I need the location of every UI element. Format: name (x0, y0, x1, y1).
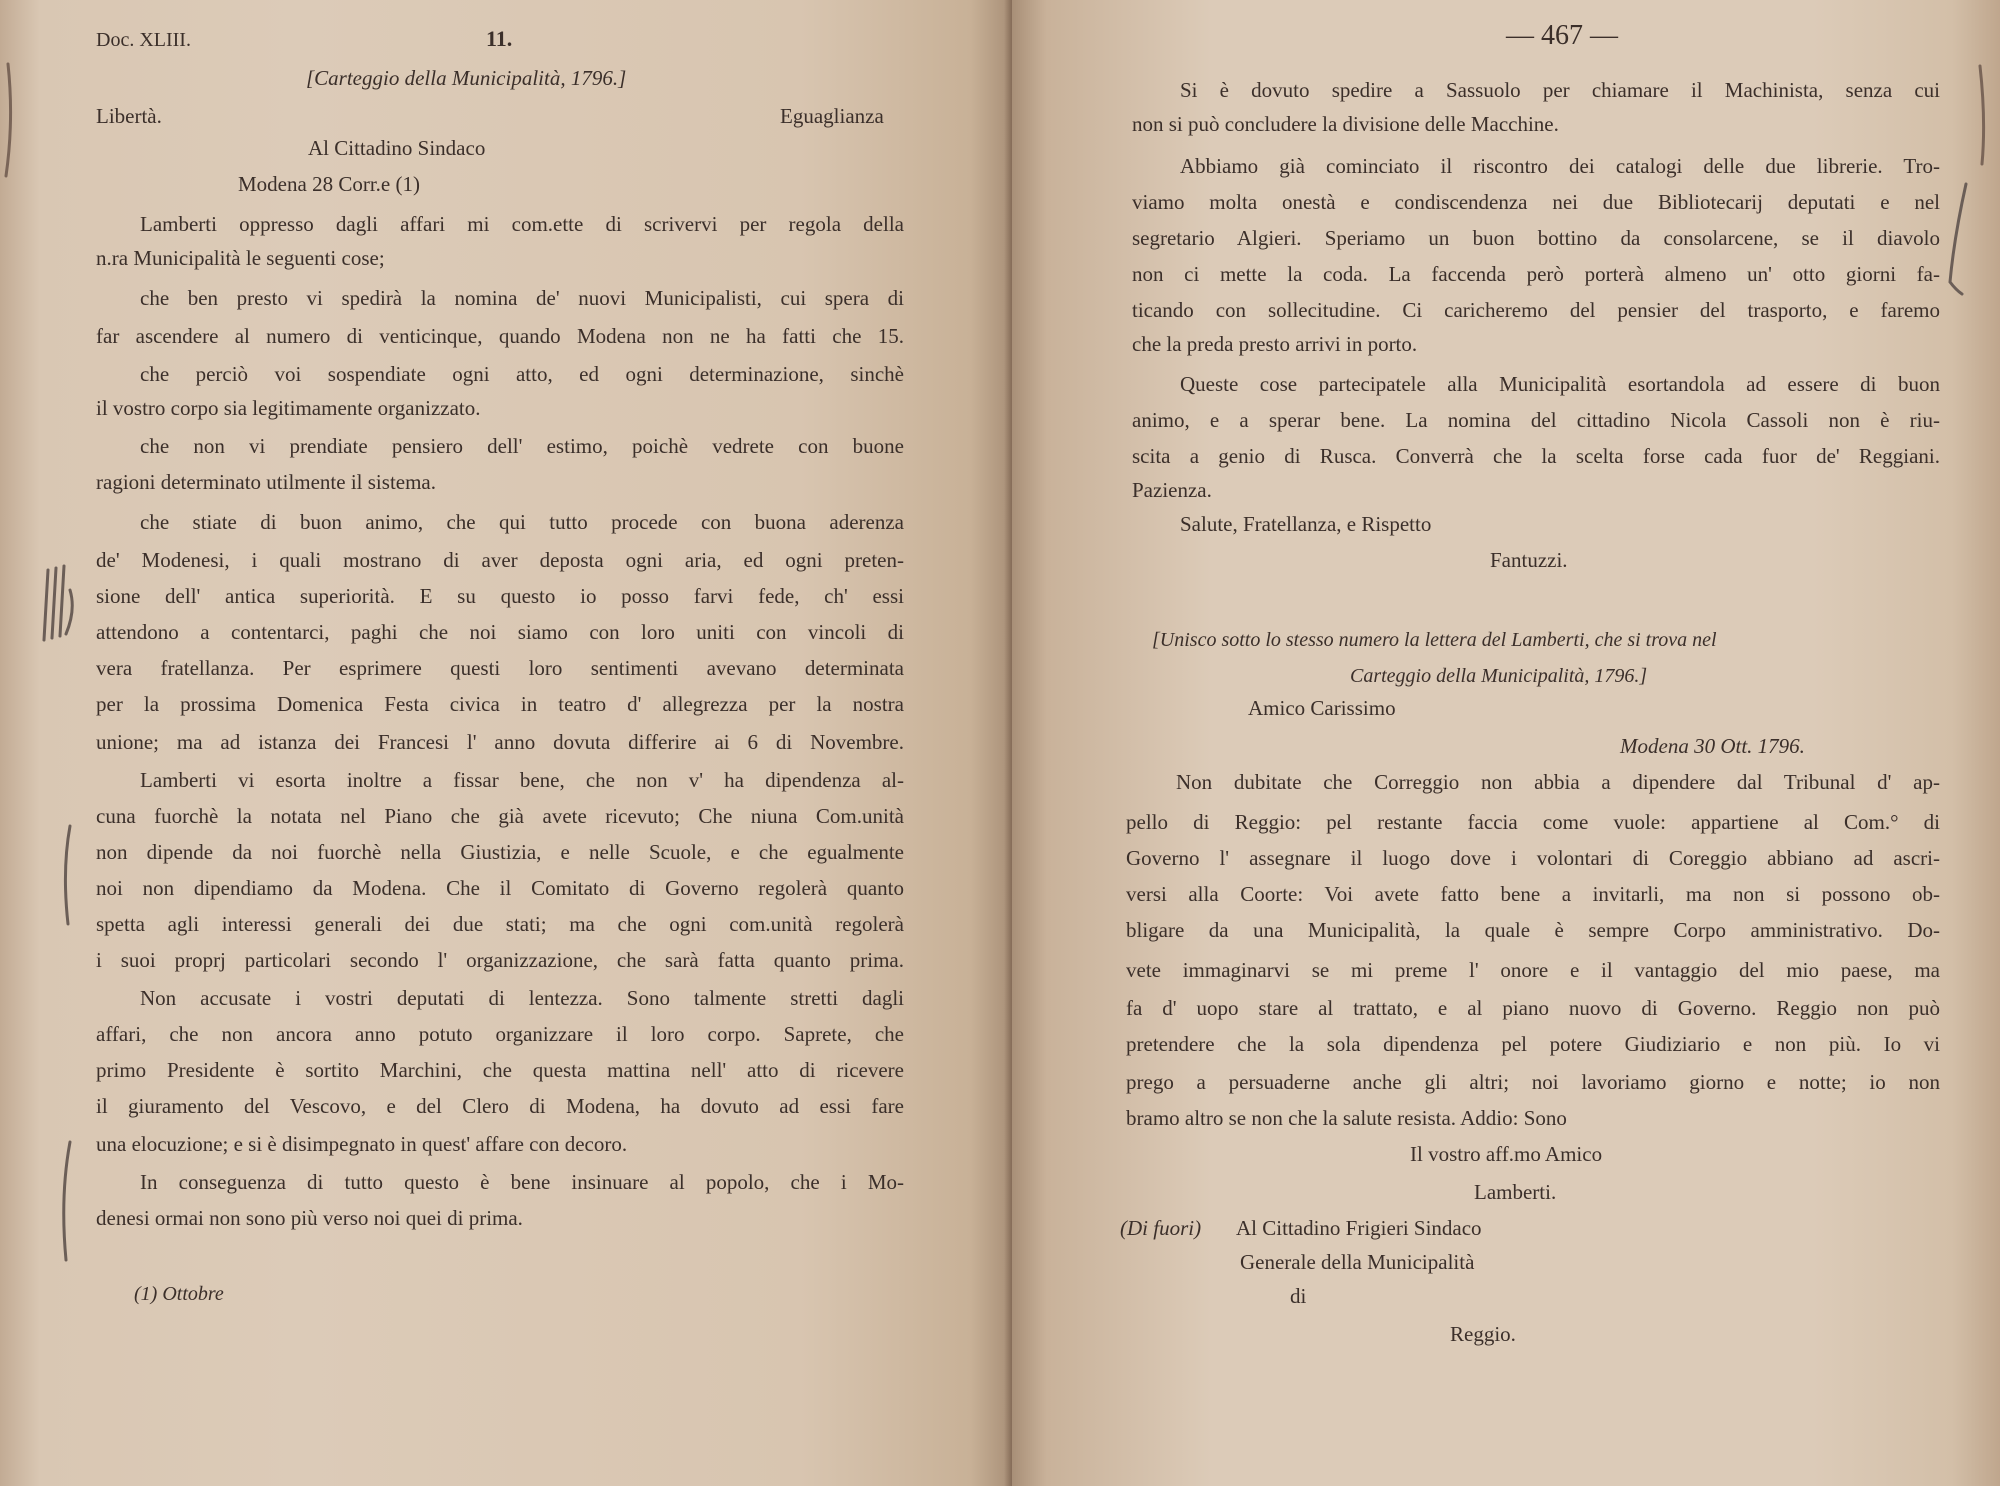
body-line: In conseguenza di tutto questo è bene insinuare al popolo, che i Mo- (140, 1170, 904, 1194)
letter-dateline: Modena 30 Ott. 1796. (1620, 734, 1805, 758)
body-line: il vostro corpo sia legitimamente organizzato. (96, 396, 481, 420)
body-line: una elocuzione; e si è disimpegnato in quest' affare con decoro. (96, 1132, 628, 1156)
pencil-bracket-icon (1944, 178, 1974, 298)
body-line: unione; ma ad istanza dei Francesi l' anno dovuta differire ai 6 di Novembre. (96, 730, 904, 754)
outside-label: (Di fuori) (1120, 1216, 1202, 1240)
body-line: prego a persuaderne anche gli altri; noi lavoriamo giorno e notte; io non (1126, 1070, 1940, 1094)
body-line: bligare da una Municipalità, la quale è sempre Corpo amministrativo. Do- (1126, 918, 1940, 942)
running-head: Doc. XLIII. (96, 29, 191, 51)
body-line: ticando con sollecitudine. Ci caricheremo del pensier del trasporto, e faremo (1132, 298, 1940, 322)
body-line: Abbiamo già cominciato il riscontro dei catalogi delle due librerie. Tro- (1180, 154, 1940, 178)
body-line: il giuramento del Vescovo, e del Clero di Modena, ha dovuto ad essi fare (96, 1094, 904, 1118)
body-line: Non accusate i vostri deputati di lentezza. Sono talmente stretti dagli (140, 986, 904, 1010)
body-line: attendono a contentarci, paghi che noi siamo con loro uniti con vincoli di (96, 620, 904, 644)
body-line: Non dubitate che Correggio non abbia a dipendere dal Tribunal d' ap- (1176, 770, 1940, 794)
page-number: — 467 — (1506, 20, 1618, 51)
body-line: vera fratellanza. Per esprimere questi loro sentimenti avevano determinata (96, 656, 904, 680)
source-note: [Carteggio della Municipalità, 1796.] (306, 66, 627, 90)
letter-closing: Il vostro aff.mo Amico (1410, 1142, 1603, 1166)
body-line: pello di Reggio: pel restante faccia come vuole: appartiene al Com.° di (1126, 810, 1940, 834)
salutation: Amico Carissimo (1248, 696, 1396, 720)
body-line: che stiate di buon animo, che qui tutto procede con buona aderenza (140, 510, 904, 534)
outside-address: di (1290, 1284, 1307, 1308)
body-line: non si può concludere la divisione delle Macchine. (1132, 112, 1559, 136)
body-line: spetta agli interessi generali dei due stati; ma che ogni com.unità regolerà (96, 912, 904, 936)
body-line: che la preda presto arrivi in porto. (1132, 332, 1418, 356)
body-line: vete immaginarvi se mi preme l' onore e il vantaggio del mio paese, ma (1126, 958, 1940, 982)
letter-address: Al Cittadino Sindaco (308, 136, 486, 160)
body-line: che non vi prendiate pensiero dell' estimo, poichè vedrete con buone (140, 434, 904, 458)
outside-address: Reggio. (1450, 1322, 1516, 1346)
body-line: n.ra Municipalità le seguenti cose; (96, 246, 385, 270)
body-line: scita a genio di Rusca. Converrà che la scelta forse cada fuor de' Reggiani. (1132, 444, 1940, 468)
body-line: far ascendere al numero di venticinque, quando Modena non ne ha fatti che 15. (96, 324, 904, 348)
body-line: noi non dipendiamo da Modena. Che il Comitato di Governo regolerà quanto (96, 876, 904, 900)
signature-lamberti: Lamberti. (1474, 1180, 1557, 1204)
edge-stain-icon (1970, 60, 1994, 170)
outside-address: Al Cittadino Frigieri Sindaco (1236, 1216, 1482, 1240)
body-line: non ci mette la coda. La faccenda però porterà almeno un' otto giorni fa- (1132, 262, 1940, 286)
body-line: bramo altro se non che la salute resista. Addio: Sono (1126, 1106, 1567, 1130)
editor-note-line: [Unisco sotto lo stesso numero la lettera del Lamberti, che si trova nel (1152, 629, 1717, 651)
body-line: affari, che non ancora anno potuto organizzare il loro corpo. Saprete, che (96, 1022, 904, 1046)
closing-salute: Salute, Fratellanza, e Rispetto (1180, 512, 1432, 536)
body-line: viamo molta onestà e condiscendenza nei due Bibliotecarij deputati e nel (1132, 190, 1940, 214)
editor-note-line: Carteggio della Municipalità, 1796.] (1350, 665, 1648, 687)
body-line: primo Presidente è sortito Marchini, che questa mattina nell' atto di ricevere (96, 1058, 904, 1082)
body-line: che ben presto vi spedirà la nomina de' nuovi Municipalisti, cui spera di (140, 286, 904, 310)
body-line: i suoi proprj particolari secondo l' organizzazione, che sarà fatta quanto prima. (96, 948, 904, 972)
body-line: che perciò voi sospendiate ogni atto, ed ogni determinazione, sinchè (140, 362, 904, 386)
body-line: sione dell' antica superiorità. E su questo io posso farvi fede, ch' essi (96, 584, 904, 608)
body-line: segretario Algieri. Speriamo un buon bottino da consolarcene, se il diavolo (1132, 226, 1940, 250)
body-line: animo, e a sperar bene. La nomina del cittadino Nicola Cassoli non è riu- (1132, 408, 1940, 432)
body-line: denesi ormai non sono più verso noi quei di prima. (96, 1206, 523, 1230)
motto-liberty: Libertà. (96, 104, 162, 128)
letter-dateline: Modena 28 Corr.e (1) (238, 172, 420, 196)
document-number: 11. (486, 26, 513, 51)
footnote: (1) Ottobre (134, 1283, 224, 1305)
body-line: Lamberti oppresso dagli affari mi com.ette di scrivervi per regola della (140, 212, 904, 236)
body-line: Lamberti vi esorta inoltre a fissar bene, che non v' ha dipendenza al- (140, 768, 904, 792)
body-line: pretendere che la sola dipendenza pel potere Giudiziario e non più. Io vi (1126, 1032, 1940, 1056)
body-line: per la prossima Domenica Festa civica in teatro d' allegrezza per la nostra (96, 692, 904, 716)
body-line: cuna fuorchè la notata nel Piano che già avete ricevuto; Che niuna Com.unità (96, 804, 904, 828)
body-line: ragioni determinato utilmente il sistema. (96, 470, 436, 494)
body-line: de' Modenesi, i quali mostrano di aver deposta ogni aria, ed ogni preten- (96, 548, 904, 572)
body-line: versi alla Coorte: Voi avete fatto bene a invitarli, ma non si possono ob- (1126, 882, 1940, 906)
outside-address: Generale della Municipalità (1240, 1250, 1475, 1274)
body-line: Si è dovuto spedire a Sassuolo per chiamare il Machinista, senza cui (1180, 78, 1940, 102)
motto-equality: Eguaglianza (780, 104, 884, 128)
body-line: non dipende da noi fuorchè nella Giustizia, e nelle Scuole, e che egualmente (96, 840, 904, 864)
body-line: Pazienza. (1132, 478, 1212, 502)
body-line: Queste cose partecipatele alla Municipalità esortandola ad essere di buon (1180, 372, 1940, 396)
body-line: fa d' uopo stare al trattato, e al piano nuovo di Governo. Reggio non può (1126, 996, 1940, 1020)
body-line: Governo l' assegnare il luogo dove i volontari di Coreggio abbiano ad ascri- (1126, 846, 1940, 870)
signature-fantuzzi: Fantuzzi. (1490, 548, 1568, 572)
